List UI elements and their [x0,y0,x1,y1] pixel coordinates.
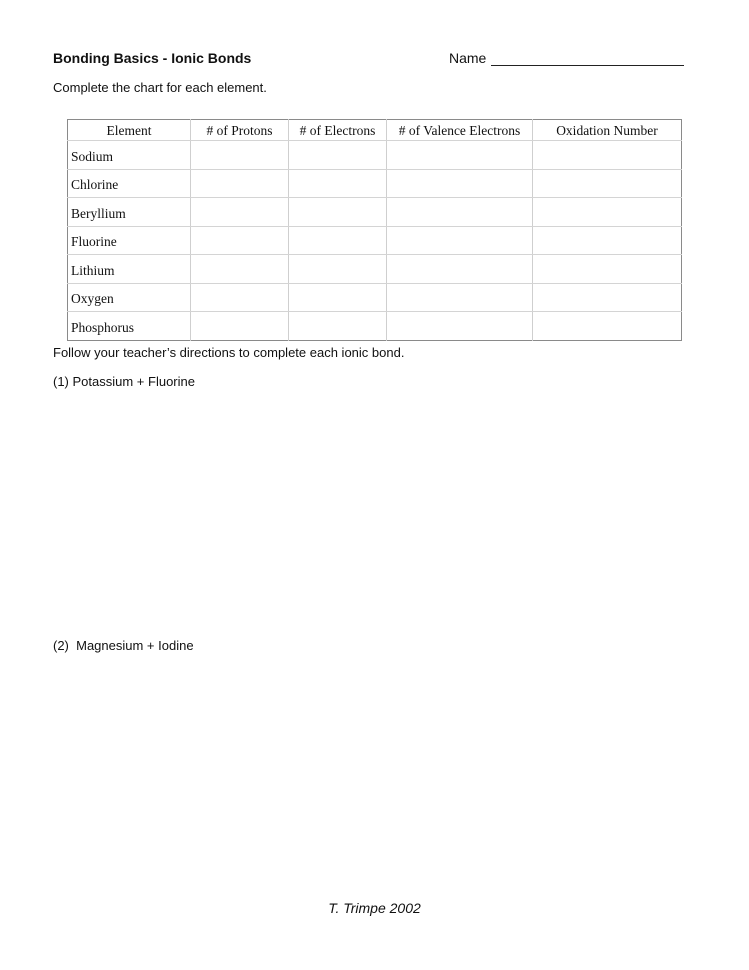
bond-instructions: Follow your teacher’s directions to complete each ionic bond. [53,345,405,360]
table-row [68,312,682,341]
oxidation-cell[interactable] [533,312,682,341]
element-name-cell: Chlorine [68,169,191,198]
element-name-cell: Oxygen [68,283,191,312]
element-name-cell: Sodium [68,141,191,170]
protons-cell[interactable] [191,169,289,198]
name-label: Name [449,50,487,66]
protons-cell[interactable] [191,198,289,227]
element-name-cell: Phosphorus [71,319,135,335]
oxidation-cell[interactable] [533,198,682,227]
valence-cell[interactable] [387,312,533,341]
electrons-cell[interactable] [289,169,387,198]
oxidation-cell[interactable] [533,226,682,255]
protons-cell[interactable] [191,255,289,284]
column-header-protons: # of Protons [191,120,289,141]
worksheet-title: Bonding Basics - Ionic Bonds [53,50,252,66]
author-footer: T. Trimpe 2002 [328,900,421,916]
oxidation-cell[interactable] [533,255,682,284]
name-blank-line[interactable] [491,51,684,66]
oxidation-cell[interactable] [533,141,682,170]
electrons-cell[interactable] [289,283,387,312]
table-row [68,283,682,312]
protons-cell[interactable] [191,283,289,312]
column-header-valence: # of Valence Electrons [387,120,533,141]
electrons-cell[interactable] [289,226,387,255]
protons-cell[interactable] [191,312,289,341]
protons-cell[interactable] [191,141,289,170]
bond-question-1: (1) Potassium + Fluorine [53,374,195,389]
table-row [68,169,682,198]
element-name-cell: Beryllium [68,198,191,227]
valence-cell[interactable] [387,198,533,227]
electrons-cell[interactable] [289,255,387,284]
valence-cell[interactable] [387,226,533,255]
electrons-cell[interactable] [289,141,387,170]
table-row [68,226,682,255]
bond-question-2: (2) Magnesium + Iodine [53,638,194,653]
element-name-cell: Lithium [68,255,191,284]
table-row [68,198,682,227]
column-header-element: Element [68,120,191,141]
oxidation-cell[interactable] [533,169,682,198]
table-row [68,141,682,170]
name-field [449,50,684,66]
protons-cell[interactable] [191,226,289,255]
valence-cell[interactable] [387,255,533,284]
element-chart [67,119,682,341]
table-row [68,255,682,284]
oxidation-cell[interactable] [533,283,682,312]
column-header-electrons: # of Electrons [289,120,387,141]
element-name-cell: Fluorine [68,226,191,255]
column-header-oxidation: Oxidation Number [533,120,682,141]
valence-cell[interactable] [387,283,533,312]
electrons-cell[interactable] [289,198,387,227]
chart-header-row [68,120,682,141]
valence-cell[interactable] [387,141,533,170]
electrons-cell[interactable] [289,312,387,341]
chart-instructions: Complete the chart for each element. [53,80,267,95]
valence-cell[interactable] [387,169,533,198]
